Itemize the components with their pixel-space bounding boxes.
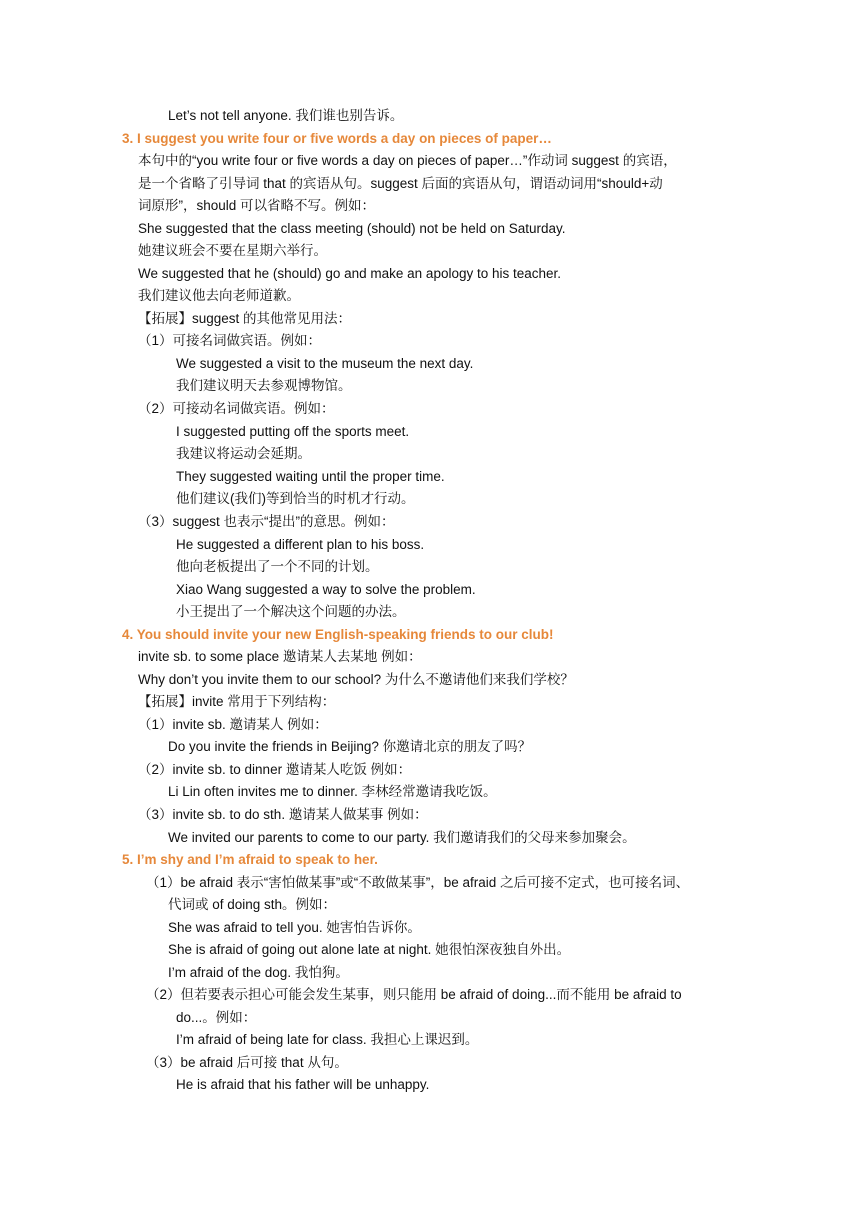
translation-line: 小王提出了一个解决这个问题的办法。 xyxy=(176,604,406,619)
list-item: （3）suggest 也表示“提出”的意思。例如： xyxy=(138,514,395,529)
list-item: （3）be afraid 后可接 that 从句。 xyxy=(146,1055,348,1070)
list-item: （3）invite sb. to do sth. 邀请某人做某事 例如： xyxy=(138,807,428,822)
list-item: （2）但若要表示担心可能会发生某事，则只能用 be afraid of doing...而不能用 be afraid to xyxy=(146,987,682,1002)
example-line: Let’s not tell anyone. 我们谁也别告诉。 xyxy=(168,108,404,123)
translation-line: 她建议班会不要在星期六举行。 xyxy=(138,243,327,258)
paragraph-line: do...。例如： xyxy=(176,1010,257,1025)
example-line: We suggested a visit to the museum the next day. xyxy=(176,356,474,371)
example-line: She was afraid to tell you. 她害怕告诉你。 xyxy=(168,920,421,935)
example-line: Xiao Wang suggested a way to solve the problem. xyxy=(176,582,476,597)
example-line: I suggested putting off the sports meet. xyxy=(176,424,410,439)
extension-heading: 【拓展】invite 常用于下列结构： xyxy=(138,694,336,709)
section-heading-4: 4. You should invite your new English-speaking friends to our club! xyxy=(122,627,554,642)
section-heading-3: 3. I suggest you write four or five words a day on pieces of paper… xyxy=(122,131,552,146)
list-item: （1）be afraid 表示“害怕做某事”或“不敢做某事”，be afraid 之后可接不定式，也可接名词、 xyxy=(146,875,690,890)
example-line: He suggested a different plan to his boss. xyxy=(176,537,425,552)
section-heading-5: 5. I’m shy and I’m afraid to speak to her. xyxy=(122,852,378,867)
translation-line: 他向老板提出了一个不同的计划。 xyxy=(176,559,379,574)
translation-line: 他们建议(我们)等到恰当的时机才行动。 xyxy=(176,491,415,506)
example-line: Why don’t you invite them to our school? 为什么不邀请他们来我们学校？ xyxy=(138,672,574,687)
list-item: （1）invite sb. 邀请某人 例如： xyxy=(138,717,328,732)
translation-line: 我们建议明天去参观博物馆。 xyxy=(176,378,352,393)
list-item: （2）invite sb. to dinner 邀请某人吃饭 例如： xyxy=(138,762,412,777)
example-line: She suggested that the class meeting (should) not be held on Saturday. xyxy=(138,221,566,236)
extension-heading: 【拓展】suggest 的其他常见用法： xyxy=(138,311,352,326)
example-line: I’m afraid of the dog. 我怕狗。 xyxy=(168,965,349,980)
example-line: Li Lin often invites me to dinner. 李林经常邀请我吃饭。 xyxy=(168,784,497,799)
list-item: （1）可接名词做宾语。例如： xyxy=(138,333,322,348)
example-line: They suggested waiting until the proper time. xyxy=(176,469,445,484)
example-line: We suggested that he (should) go and make an apology to his teacher. xyxy=(138,266,562,281)
paragraph-line: 是一个省略了引导词 that 的宾语从句。suggest 后面的宾语从句，谓语动词用“should+动 xyxy=(138,176,663,191)
translation-line: 我建议将运动会延期。 xyxy=(176,446,311,461)
example-line: He is afraid that his father will be unhappy. xyxy=(176,1077,430,1092)
example-line: She is afraid of going out alone late at night. 她很怕深夜独自外出。 xyxy=(168,942,571,957)
list-item: （2）可接动名词做宾语。例如： xyxy=(138,401,335,416)
example-line: I’m afraid of being late for class. 我担心上课迟到。 xyxy=(176,1032,479,1047)
paragraph-line: 代词或 of doing sth。例如： xyxy=(168,897,337,912)
paragraph-line: invite sb. to some place 邀请某人去某地 例如： xyxy=(138,649,422,664)
example-line: We invited our parents to come to our party. 我们邀请我们的父母来参加聚会。 xyxy=(168,830,636,845)
example-line: Do you invite the friends in Beijing? 你邀请北京的朋友了吗？ xyxy=(168,739,532,754)
paragraph-line: 词原形”，should 可以省略不写。例如： xyxy=(138,198,376,213)
paragraph-line: 本句中的“you write four or five words a day on pieces of paper…”作动词 suggest 的宾语， xyxy=(138,153,677,168)
translation-line: 我们建议他去向老师道歉。 xyxy=(138,288,300,303)
